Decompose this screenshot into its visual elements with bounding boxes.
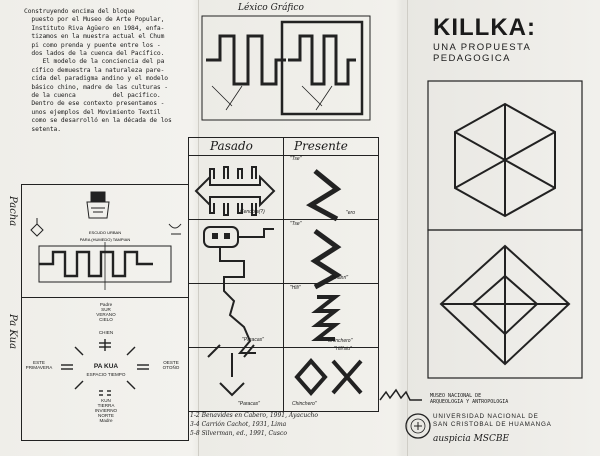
caption-paracas-2: "Paracas" <box>238 401 260 407</box>
pakua-right-label: OESTE OTOÑO <box>162 360 180 370</box>
museum-name: MUSEO NACIONAL DE ARQUEOLOGIA Y ANTROPOLOGIA <box>430 393 509 405</box>
col-header-pasado: Pasado <box>210 139 253 153</box>
credit-line-3: 5-8 Silverman, ed., 1991, Cusco <box>190 430 287 437</box>
lexico-top-fret <box>202 16 370 120</box>
caption-tse-1: "Tse" <box>290 156 302 162</box>
caption-ananri: "Ananri" <box>330 275 349 281</box>
caption-tse-2: "Tse" <box>290 221 302 227</box>
intro-paragraph: Construyendo encima del bloque puesto por el Museo de Arte Popular, Instituto Riva Agüero en 1984, enfa- tizamos en la muestra actual el Chum pi como prenda y puente entre los - dos lados de la cuenca del Pacífico. El modelo de la conciencia del pa cífico demuestra la naturaleza pare- cida del paradigma andino y el modelo básico chino, madre de las culturas - de la cuenca del pacífico. Dentro de ese contexto presentamos - unos ejemplos del Movimiento Textil como se desarrolló en la década de los setenta. <box>24 8 172 133</box>
pacha-diagram <box>21 184 189 298</box>
pakua-center-label: PA KUA <box>93 363 119 370</box>
university-line-2: SAN CRISTOBAL DE HUAMANGA <box>433 421 552 428</box>
pakua-sub-label: ESPACIO TIEMPO <box>86 372 126 377</box>
university-seal-icon <box>404 412 432 440</box>
table-divider-vertical <box>283 137 284 411</box>
pakua-top-label: Padre SUR VERANO CIELO <box>96 302 116 322</box>
pasado-motifs <box>190 157 282 411</box>
university-line-1: UNIVERSIDAD NACIONAL DE <box>433 413 539 420</box>
pacha-glyph-right <box>169 224 181 234</box>
caption-cenobia: Cenobia(?) <box>240 209 265 215</box>
caption-paracas-1: "Paracas" <box>242 337 264 343</box>
pacha-step-fret <box>39 252 153 276</box>
credit-line-2: 3-4 Carrión Cachot, 1931, Lima <box>190 421 287 428</box>
brochure-title: KILLKA: <box>433 14 536 41</box>
killka-geometric-diagram <box>427 80 587 380</box>
subtitle-line-1: UNA PROPUESTA <box>433 42 532 53</box>
pacha-glyph-left <box>31 218 43 236</box>
pacha-label-1: ESCUDO URBAN <box>88 230 122 235</box>
credit-line-1: 1-2 Benavides en Cabero, 1991, Ayacucho <box>190 412 319 419</box>
museum-logo-icon <box>378 388 428 404</box>
subtitle-line-2: PEDAGOGICA <box>433 53 511 64</box>
caption-hili: "Hili" <box>290 285 301 291</box>
pakua-left-label: ESTE PRIMAVERA <box>25 360 53 370</box>
caption-ero: "ero <box>346 210 356 216</box>
table-divider-header <box>188 155 378 156</box>
presente-motifs <box>285 157 377 411</box>
col-header-presente: Presente <box>294 139 348 153</box>
pakua-top2-label: CHIEN <box>98 330 114 335</box>
signature-text: auspicia MSCBE <box>433 434 510 444</box>
pacha-side-label: Pacha <box>7 196 18 227</box>
pakua-bottom-label: KUN TIERRA INVIERNO NORTE Madre <box>94 398 118 423</box>
pacha-label-2: PARA (HUMEDO) TAMPIAN <box>79 237 131 242</box>
lexico-title: Léxico Gráfico <box>238 3 304 13</box>
caption-chinchero-2: Chinchero" <box>292 401 317 407</box>
caption-hilisiu: "Hili'siu" <box>334 346 352 352</box>
caption-chinchero: "Chinchero" <box>326 338 353 344</box>
pakua-side-label: Pa Kua <box>7 314 18 350</box>
pacha-figure-icon <box>87 192 109 218</box>
